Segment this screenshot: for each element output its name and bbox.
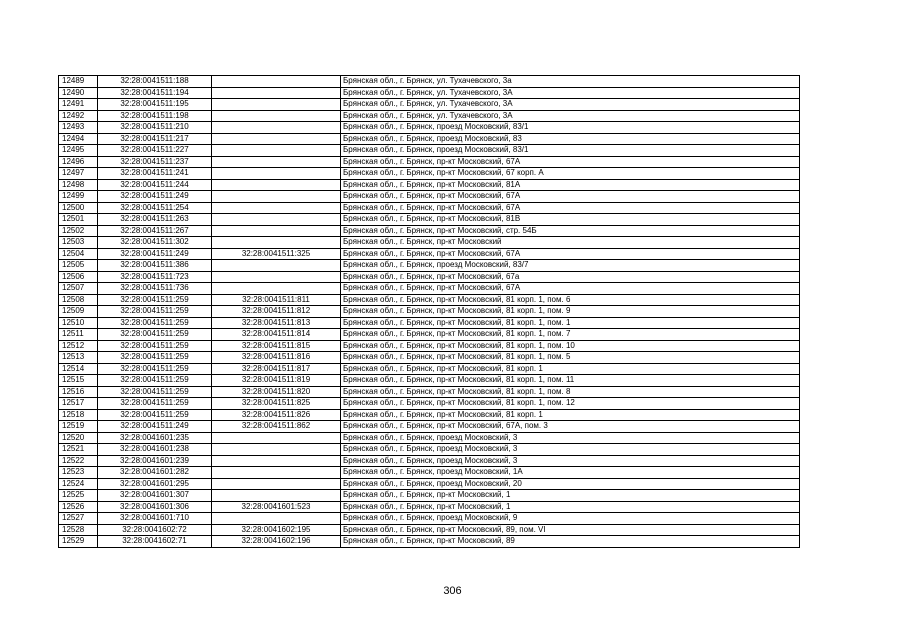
- cadastral-number-cell: 32:28:0041511:259: [98, 386, 212, 398]
- address-cell: Брянская обл., г. Брянск, пр-кт Московский, стр. 54Б: [341, 225, 800, 237]
- address-cell: Брянская обл., г. Брянск, пр-кт Московский, 67А: [341, 156, 800, 168]
- row-number-cell: 12491: [59, 99, 98, 111]
- sub-object-number-cell: [212, 283, 341, 295]
- cadastral-number-cell: 32:28:0041601:238: [98, 444, 212, 456]
- row-number-cell: 12520: [59, 432, 98, 444]
- row-number-cell: 12498: [59, 179, 98, 191]
- address-cell: Брянская обл., г. Брянск, ул. Тухачевского, 3А: [341, 110, 800, 122]
- cadastral-number-cell: 32:28:0041511:259: [98, 306, 212, 318]
- row-number-cell: 12526: [59, 501, 98, 513]
- table-row: [59, 306, 800, 318]
- cadastral-number-cell: 32:28:0041601:282: [98, 467, 212, 479]
- cadastral-number-cell: 32:28:0041602:72: [98, 524, 212, 536]
- cadastral-number-cell: 32:28:0041511:249: [98, 248, 212, 260]
- sub-object-number-cell: [212, 99, 341, 111]
- sub-object-number-cell: 32:28:0041511:813: [212, 317, 341, 329]
- row-number-cell: 12503: [59, 237, 98, 249]
- address-cell: Брянская обл., г. Брянск, пр-кт Московский, 81А: [341, 179, 800, 191]
- sub-object-number-cell: 32:28:0041511:814: [212, 329, 341, 341]
- table-row: [59, 421, 800, 433]
- table-row: [59, 363, 800, 375]
- address-cell: Брянская обл., г. Брянск, пр-кт Московский, 81 корп. 1, пом. 8: [341, 386, 800, 398]
- cadastral-number-cell: 32:28:0041511:259: [98, 317, 212, 329]
- table-row: [59, 191, 800, 203]
- cadastral-number-cell: 32:28:0041511:259: [98, 398, 212, 410]
- address-cell: Брянская обл., г. Брянск, пр-кт Московский, 89, пом. VI: [341, 524, 800, 536]
- registry-table-body: [59, 76, 800, 548]
- cadastral-number-cell: 32:28:0041601:307: [98, 490, 212, 502]
- sub-object-number-cell: 32:28:0041511:825: [212, 398, 341, 410]
- cadastral-number-cell: 32:28:0041511:254: [98, 202, 212, 214]
- cadastral-number-cell: 32:28:0041601:306: [98, 501, 212, 513]
- sub-object-number-cell: 32:28:0041511:811: [212, 294, 341, 306]
- sub-object-number-cell: [212, 271, 341, 283]
- table-row: [59, 76, 800, 88]
- address-cell: Брянская обл., г. Брянск, пр-кт Московский, 1: [341, 490, 800, 502]
- cadastral-number-cell: 32:28:0041511:249: [98, 421, 212, 433]
- row-number-cell: 12505: [59, 260, 98, 272]
- sub-object-number-cell: [212, 490, 341, 502]
- table-row: [59, 110, 800, 122]
- table-row: [59, 202, 800, 214]
- cadastral-number-cell: 32:28:0041601:235: [98, 432, 212, 444]
- table-row: [59, 455, 800, 467]
- sub-object-number-cell: 32:28:0041602:196: [212, 536, 341, 548]
- address-cell: Брянская обл., г. Брянск, пр-кт Московский, 81 корп. 1, пом. 6: [341, 294, 800, 306]
- sub-object-number-cell: 32:28:0041511:325: [212, 248, 341, 260]
- address-cell: Брянская обл., г. Брянск, пр-кт Московский, 67А: [341, 202, 800, 214]
- sub-object-number-cell: [212, 179, 341, 191]
- address-cell: Брянская обл., г. Брянск, проезд Московский, 3: [341, 432, 800, 444]
- row-number-cell: 12518: [59, 409, 98, 421]
- table-row: [59, 329, 800, 341]
- address-cell: Брянская обл., г. Брянск, проезд Московский, 83/1: [341, 145, 800, 157]
- row-number-cell: 12510: [59, 317, 98, 329]
- row-number-cell: 12507: [59, 283, 98, 295]
- row-number-cell: 12508: [59, 294, 98, 306]
- row-number-cell: 12494: [59, 133, 98, 145]
- table-row: [59, 467, 800, 479]
- table-row: [59, 271, 800, 283]
- cadastral-number-cell: 32:28:0041511:244: [98, 179, 212, 191]
- table-row: [59, 133, 800, 145]
- table-row: [59, 536, 800, 548]
- address-cell: Брянская обл., г. Брянск, пр-кт Московский, 81 корп. 1: [341, 363, 800, 375]
- table-row: [59, 340, 800, 352]
- row-number-cell: 12512: [59, 340, 98, 352]
- row-number-cell: 12517: [59, 398, 98, 410]
- sub-object-number-cell: [212, 122, 341, 134]
- cadastral-number-cell: 32:28:0041511:249: [98, 191, 212, 203]
- sub-object-number-cell: 32:28:0041511:862: [212, 421, 341, 433]
- cadastral-number-cell: 32:28:0041601:710: [98, 513, 212, 525]
- cadastral-number-cell: 32:28:0041511:227: [98, 145, 212, 157]
- address-cell: Брянская обл., г. Брянск, пр-кт Московский, 81 корп. 1, пом. 12: [341, 398, 800, 410]
- table-row: [59, 99, 800, 111]
- cadastral-number-cell: 32:28:0041511:241: [98, 168, 212, 180]
- address-cell: Брянская обл., г. Брянск, проезд Московский, 83/1: [341, 122, 800, 134]
- cadastral-number-cell: 32:28:0041511:259: [98, 409, 212, 421]
- row-number-cell: 12504: [59, 248, 98, 260]
- row-number-cell: 12501: [59, 214, 98, 226]
- cadastral-number-cell: 32:28:0041511:259: [98, 340, 212, 352]
- table-row: [59, 145, 800, 157]
- sub-object-number-cell: 32:28:0041511:812: [212, 306, 341, 318]
- row-number-cell: 12496: [59, 156, 98, 168]
- address-cell: Брянская обл., г. Брянск, пр-кт Московский, 81 корп. 1, пом. 1: [341, 317, 800, 329]
- row-number-cell: 12490: [59, 87, 98, 99]
- table-row: [59, 432, 800, 444]
- cadastral-number-cell: 32:28:0041511:194: [98, 87, 212, 99]
- address-cell: Брянская обл., г. Брянск, проезд Московский, 9: [341, 513, 800, 525]
- address-cell: Брянская обл., г. Брянск, пр-кт Московский, 67А: [341, 248, 800, 260]
- table-row: [59, 513, 800, 525]
- row-number-cell: 12506: [59, 271, 98, 283]
- sub-object-number-cell: [212, 432, 341, 444]
- cadastral-number-cell: 32:28:0041602:71: [98, 536, 212, 548]
- cadastral-number-cell: 32:28:0041511:263: [98, 214, 212, 226]
- sub-object-number-cell: [212, 87, 341, 99]
- address-cell: Брянская обл., г. Брянск, пр-кт Московский, 81 корп. 1, пом. 11: [341, 375, 800, 387]
- address-cell: Брянская обл., г. Брянск, проезд Московский, 20: [341, 478, 800, 490]
- table-row: [59, 490, 800, 502]
- table-row: [59, 214, 800, 226]
- cadastral-number-cell: 32:28:0041511:386: [98, 260, 212, 272]
- sub-object-number-cell: [212, 237, 341, 249]
- table-row: [59, 156, 800, 168]
- sub-object-number-cell: 32:28:0041511:815: [212, 340, 341, 352]
- address-cell: Брянская обл., г. Брянск, пр-кт Московский, 67А, пом. 3: [341, 421, 800, 433]
- sub-object-number-cell: [212, 168, 341, 180]
- cadastral-number-cell: 32:28:0041511:210: [98, 122, 212, 134]
- address-cell: Брянская обл., г. Брянск, пр-кт Московский, 81В: [341, 214, 800, 226]
- sub-object-number-cell: [212, 202, 341, 214]
- row-number-cell: 12509: [59, 306, 98, 318]
- row-number-cell: 12515: [59, 375, 98, 387]
- row-number-cell: 12525: [59, 490, 98, 502]
- row-number-cell: 12511: [59, 329, 98, 341]
- address-cell: Брянская обл., г. Брянск, ул. Тухачевского, 3А: [341, 99, 800, 111]
- row-number-cell: 12497: [59, 168, 98, 180]
- table-row: [59, 122, 800, 134]
- address-cell: Брянская обл., г. Брянск, пр-кт Московский, 81 корп. 1: [341, 409, 800, 421]
- cadastral-number-cell: 32:28:0041511:188: [98, 76, 212, 88]
- table-row: [59, 375, 800, 387]
- table-row: [59, 317, 800, 329]
- address-cell: Брянская обл., г. Брянск, пр-кт Московский, 1: [341, 501, 800, 513]
- table-row: [59, 294, 800, 306]
- address-cell: Брянская обл., г. Брянск, проезд Московский, 83/7: [341, 260, 800, 272]
- sub-object-number-cell: [212, 225, 341, 237]
- row-number-cell: 12495: [59, 145, 98, 157]
- address-cell: Брянская обл., г. Брянск, пр-кт Московский: [341, 237, 800, 249]
- row-number-cell: 12516: [59, 386, 98, 398]
- cadastral-number-cell: 32:28:0041511:736: [98, 283, 212, 295]
- address-cell: Брянская обл., г. Брянск, проезд Московский, 83: [341, 133, 800, 145]
- table-row: [59, 283, 800, 295]
- table-row: [59, 444, 800, 456]
- address-cell: Брянская обл., г. Брянск, проезд Московский, 3: [341, 444, 800, 456]
- address-cell: Брянская обл., г. Брянск, пр-кт Московский, 81 корп. 1, пом. 5: [341, 352, 800, 364]
- cadastral-number-cell: 32:28:0041601:295: [98, 478, 212, 490]
- address-cell: Брянская обл., г. Брянск, пр-кт Московский, 67 корп. А: [341, 168, 800, 180]
- table-row: [59, 478, 800, 490]
- address-cell: Брянская обл., г. Брянск, ул. Тухачевского, 3А: [341, 87, 800, 99]
- address-cell: Брянская обл., г. Брянск, проезд Московский, 1А: [341, 467, 800, 479]
- table-row: [59, 409, 800, 421]
- table-row: [59, 248, 800, 260]
- table-row: [59, 352, 800, 364]
- address-cell: Брянская обл., г. Брянск, пр-кт Московский, 81 корп. 1, пом. 7: [341, 329, 800, 341]
- sub-object-number-cell: [212, 156, 341, 168]
- sub-object-number-cell: 32:28:0041601:523: [212, 501, 341, 513]
- sub-object-number-cell: [212, 260, 341, 272]
- row-number-cell: 12493: [59, 122, 98, 134]
- cadastral-number-cell: 32:28:0041511:198: [98, 110, 212, 122]
- sub-object-number-cell: 32:28:0041511:826: [212, 409, 341, 421]
- sub-object-number-cell: 32:28:0041511:817: [212, 363, 341, 375]
- property-registry-table: [58, 75, 800, 548]
- table-row: [59, 398, 800, 410]
- row-number-cell: 12524: [59, 478, 98, 490]
- page-number: 306: [443, 585, 462, 597]
- table-row: [59, 179, 800, 191]
- row-number-cell: 12514: [59, 363, 98, 375]
- sub-object-number-cell: 32:28:0041511:816: [212, 352, 341, 364]
- table-row: [59, 87, 800, 99]
- row-number-cell: 12523: [59, 467, 98, 479]
- cadastral-number-cell: 32:28:0041511:259: [98, 352, 212, 364]
- sub-object-number-cell: [212, 455, 341, 467]
- table-row: [59, 501, 800, 513]
- table-row: [59, 386, 800, 398]
- cadastral-number-cell: 32:28:0041511:237: [98, 156, 212, 168]
- sub-object-number-cell: [212, 478, 341, 490]
- row-number-cell: 12499: [59, 191, 98, 203]
- cadastral-number-cell: 32:28:0041511:217: [98, 133, 212, 145]
- row-number-cell: 12492: [59, 110, 98, 122]
- sub-object-number-cell: 32:28:0041511:819: [212, 375, 341, 387]
- table-row: [59, 225, 800, 237]
- cadastral-number-cell: 32:28:0041511:267: [98, 225, 212, 237]
- sub-object-number-cell: [212, 76, 341, 88]
- address-cell: Брянская обл., г. Брянск, пр-кт Московский, 89: [341, 536, 800, 548]
- table-row: [59, 524, 800, 536]
- sub-object-number-cell: [212, 513, 341, 525]
- address-cell: Брянская обл., г. Брянск, проезд Московский, 3: [341, 455, 800, 467]
- row-number-cell: 12500: [59, 202, 98, 214]
- row-number-cell: 12521: [59, 444, 98, 456]
- row-number-cell: 12489: [59, 76, 98, 88]
- sub-object-number-cell: [212, 110, 341, 122]
- sub-object-number-cell: [212, 467, 341, 479]
- cadastral-number-cell: 32:28:0041601:239: [98, 455, 212, 467]
- cadastral-number-cell: 32:28:0041511:723: [98, 271, 212, 283]
- table-row: [59, 168, 800, 180]
- row-number-cell: 12502: [59, 225, 98, 237]
- row-number-cell: 12528: [59, 524, 98, 536]
- sub-object-number-cell: 32:28:0041511:820: [212, 386, 341, 398]
- address-cell: Брянская обл., г. Брянск, пр-кт Московский, 67а: [341, 271, 800, 283]
- address-cell: Брянская обл., г. Брянск, пр-кт Московский, 67А: [341, 283, 800, 295]
- row-number-cell: 12519: [59, 421, 98, 433]
- sub-object-number-cell: [212, 214, 341, 226]
- cadastral-number-cell: 32:28:0041511:259: [98, 363, 212, 375]
- row-number-cell: 12513: [59, 352, 98, 364]
- address-cell: Брянская обл., г. Брянск, пр-кт Московский, 67А: [341, 191, 800, 203]
- sub-object-number-cell: [212, 191, 341, 203]
- sub-object-number-cell: [212, 444, 341, 456]
- cadastral-number-cell: 32:28:0041511:259: [98, 375, 212, 387]
- table-row: [59, 260, 800, 272]
- table-row: [59, 237, 800, 249]
- cadastral-number-cell: 32:28:0041511:302: [98, 237, 212, 249]
- cadastral-number-cell: 32:28:0041511:259: [98, 294, 212, 306]
- address-cell: Брянская обл., г. Брянск, ул. Тухачевского, 3а: [341, 76, 800, 88]
- sub-object-number-cell: [212, 145, 341, 157]
- address-cell: Брянская обл., г. Брянск, пр-кт Московский, 81 корп. 1, пом. 10: [341, 340, 800, 352]
- sub-object-number-cell: 32:28:0041602:195: [212, 524, 341, 536]
- sub-object-number-cell: [212, 133, 341, 145]
- cadastral-number-cell: 32:28:0041511:259: [98, 329, 212, 341]
- address-cell: Брянская обл., г. Брянск, пр-кт Московский, 81 корп. 1, пом. 9: [341, 306, 800, 318]
- row-number-cell: 12529: [59, 536, 98, 548]
- row-number-cell: 12527: [59, 513, 98, 525]
- row-number-cell: 12522: [59, 455, 98, 467]
- cadastral-number-cell: 32:28:0041511:195: [98, 99, 212, 111]
